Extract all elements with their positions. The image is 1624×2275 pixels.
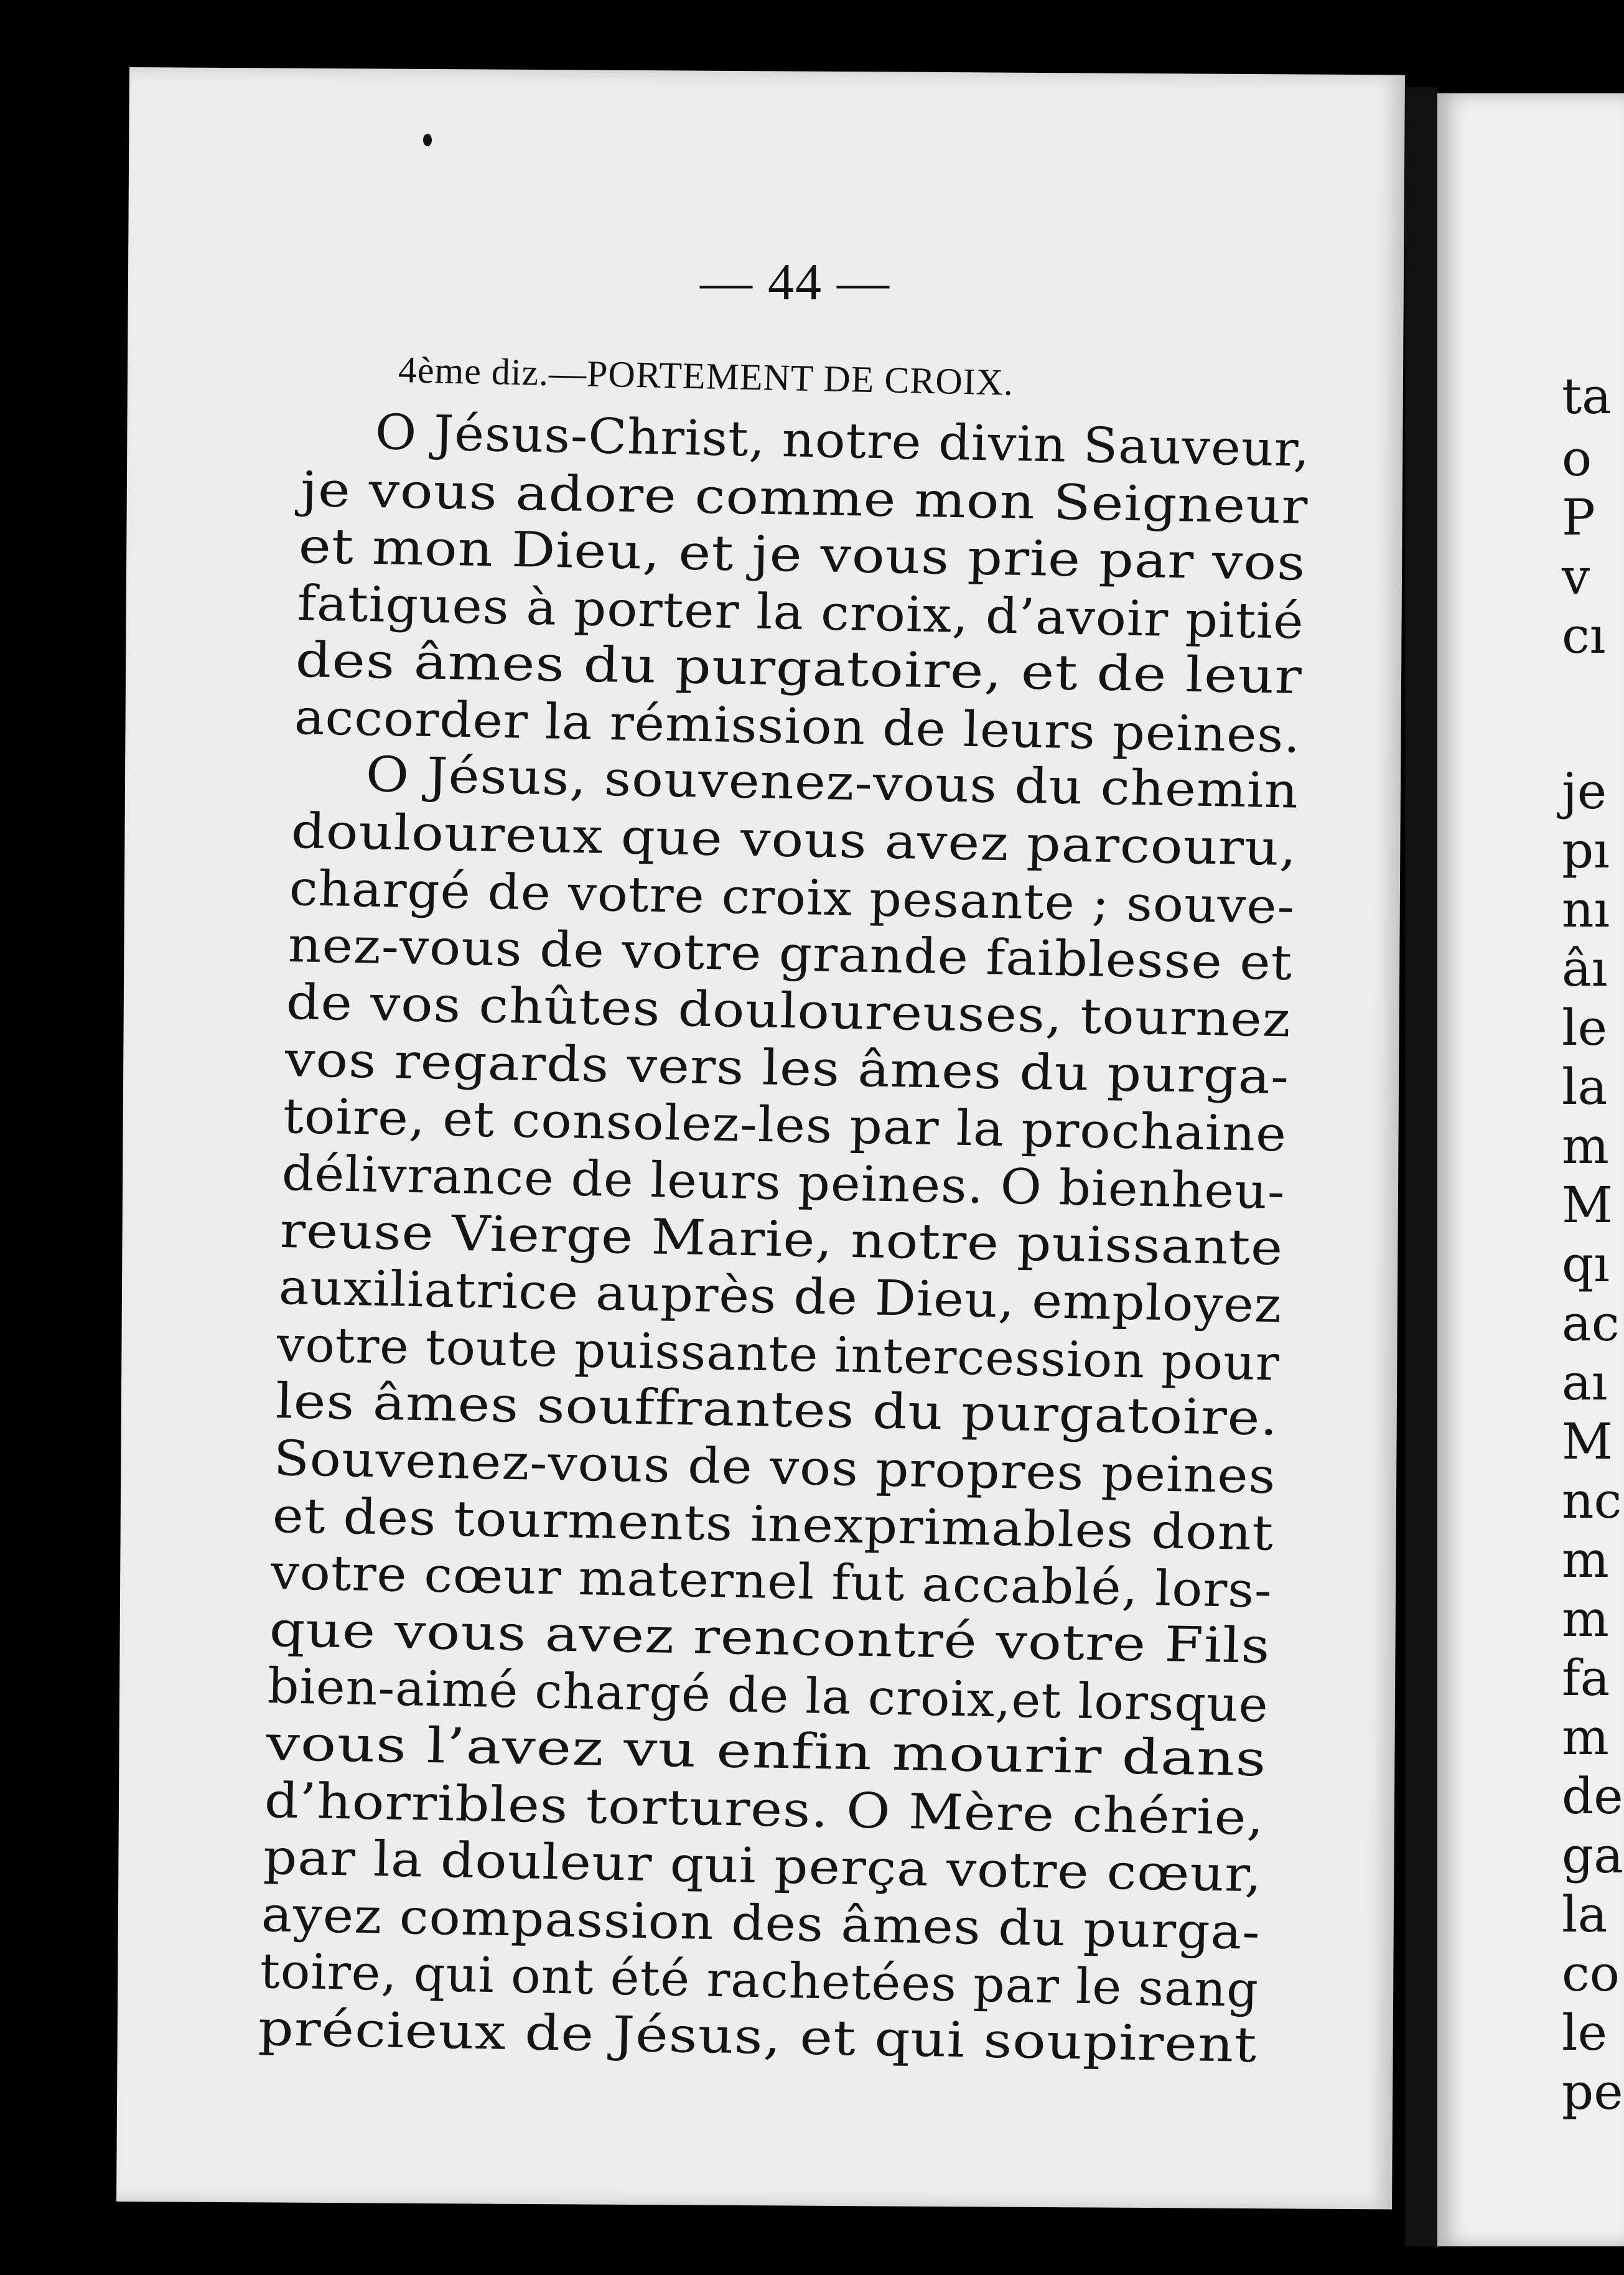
text-line: que vous avez rencontré votre Fils: [268, 1601, 1271, 1675]
text-line: nez-vous de votre grande faiblesse et: [287, 917, 1293, 992]
text-line: reuse Vierge Marie, notre puissante: [279, 1202, 1284, 1276]
right-page-fragment: m: [1562, 1117, 1609, 1175]
right-page-fragment: pı: [1562, 821, 1610, 879]
ink-dot: [423, 134, 432, 146]
right-page-fragment: nc: [1562, 1472, 1622, 1530]
right-page-fragment: fa: [1562, 1649, 1610, 1707]
right-page-fragment: cı: [1562, 607, 1606, 665]
right-page-fragment: co: [1562, 1945, 1620, 2002]
right-page-fragment: m: [1562, 1708, 1609, 1766]
text-line: vos regards vers les âmes du purga-: [284, 1031, 1290, 1105]
right-page-fragment: de: [1562, 1767, 1623, 1825]
right-page-fragment: je: [1562, 762, 1607, 820]
text-line: O Jésus-Christ, notre divin Sauveur,: [375, 404, 1311, 478]
right-page-fragment: la: [1562, 1058, 1608, 1116]
text-line: précieux de Jésus, et qui soupirent: [258, 2001, 1258, 2074]
text-line: accorder la rémission de leurs peines.: [293, 689, 1301, 764]
text-line: vous l’avez vu enfin mourir dans: [265, 1715, 1267, 1788]
text-line: par la douleur qui perça votre cœur,: [262, 1829, 1263, 1904]
right-page-fragment: pe: [1562, 2063, 1623, 2121]
right-page-fragment: aı: [1562, 1353, 1608, 1411]
text-line: Souvenez-vous de vos propres peines: [273, 1430, 1277, 1505]
right-page-fragment: le: [1562, 2004, 1607, 2062]
text-line: chargé de votre croix pesante ; souve-: [289, 860, 1296, 935]
section-heading-title: —PORTEMENT DE CROIX.: [548, 352, 1014, 403]
text-line: O Jésus, souvenez-vous du chemin: [365, 746, 1300, 820]
text-line: bien-aimé chargé de la croix,et lorsque: [267, 1658, 1269, 1734]
text-line: d’horribles tortures. O Mère chérie,: [264, 1772, 1265, 1846]
text-line: votre toute puissante intercession pour: [276, 1316, 1281, 1392]
text-line: je vous adore comme mon Seigneur: [299, 461, 1309, 535]
text-line: les âmes souffrantes du purgatoire.: [274, 1373, 1279, 1447]
text-line: auxiliatrice auprès de Dieu, employez: [278, 1259, 1282, 1334]
text-line: des âmes du purgatoire, et de leur: [295, 632, 1303, 706]
text-line: fatigues à porter la croix, d’avoir pitié: [296, 575, 1304, 650]
right-page-fragment: ac: [1562, 1294, 1620, 1352]
text-line: et des tourments inexprimables dont: [271, 1487, 1274, 1562]
right-page-fragment: m: [1562, 1531, 1609, 1589]
right-page-fragment: âı: [1562, 940, 1608, 997]
right-page-fragment: qı: [1562, 1235, 1610, 1293]
text-line: votre cœur maternel fut accablé, lors-: [270, 1544, 1273, 1619]
section-heading-number: 4ème diz.: [398, 349, 549, 394]
text-line: de vos chûtes douloureuses, tournez: [286, 974, 1292, 1049]
book-gutter: [1405, 87, 1437, 2246]
right-page-fragment: la: [1562, 1885, 1608, 1943]
right-page-fragment: ta: [1562, 367, 1612, 425]
right-page-fragment: nı: [1562, 881, 1610, 938]
text-line: toire, et consolez-les par la prochaine: [282, 1088, 1287, 1163]
text-line: toire, qui ont été rachetées par le sang: [259, 1943, 1259, 2019]
text-line: et mon Dieu, et je vous prie par vos: [298, 518, 1307, 592]
right-page-fragment: o: [1562, 429, 1592, 487]
right-page-fragment: M: [1562, 1413, 1613, 1470]
right-page-fragment: M: [1562, 1176, 1613, 1234]
right-page-fragment: le: [1562, 999, 1607, 1057]
right-page-fragment: ga: [1562, 1826, 1623, 1884]
right-page-fragment: v: [1562, 548, 1590, 605]
right-page-fragment: m: [1562, 1590, 1609, 1648]
text-line: douloureux que vous avez parcouru,: [290, 803, 1297, 877]
text-line: délivrance de leurs peines. O bienheu-: [281, 1145, 1286, 1220]
right-page-fragment: P: [1562, 488, 1595, 546]
page-number: — 44 —: [700, 253, 890, 311]
text-line: ayez compassion des âmes du purga-: [261, 1886, 1261, 1961]
